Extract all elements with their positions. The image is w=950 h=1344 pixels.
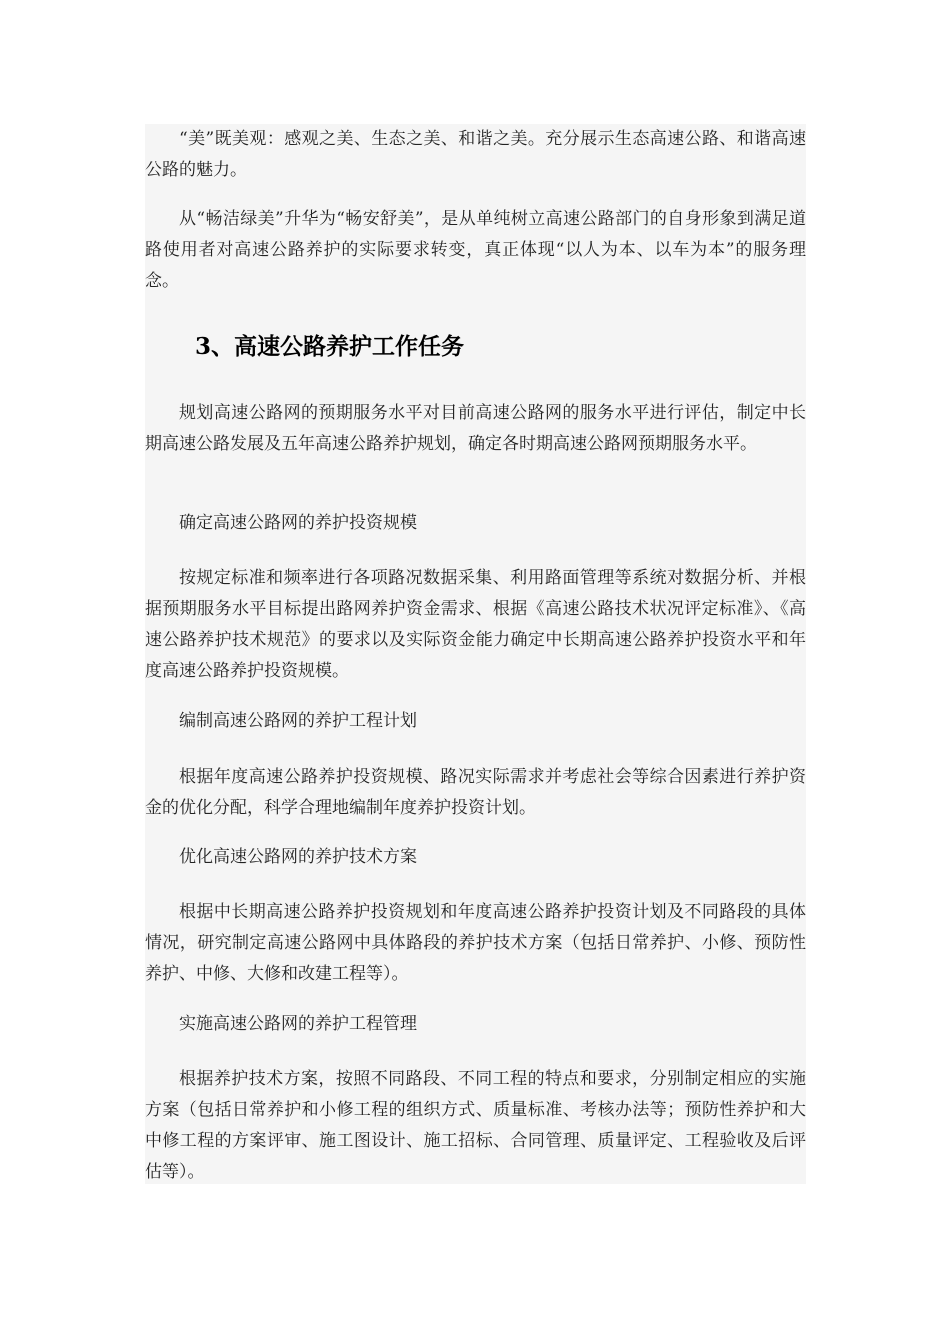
paragraph-technical-scheme: 根据中长期高速公路养护投资规划和年度高速公路养护投资计划及不同路段的具体情况，研究制定高速公路网中具体路段的养护技术方案（包括日常养护、小修、预防性养护、中修、大修和改建工程等）。	[145, 902, 806, 984]
subheading-engineering-plan: 编制高速公路网的养护工程计划	[179, 711, 417, 731]
paragraph-service-level-planning: 规划高速公路网的预期服务水平对目前高速公路网的服务水平进行评估，制定中长期高速公路发展及五年高速公路养护规划，确定各时期高速公路网预期服务水平。	[145, 403, 806, 454]
subheading-investment-scale: 确定高速公路网的养护投资规模	[179, 513, 417, 533]
paragraph-investment-scale: 按规定标准和频率进行各项路况数据采集、利用路面管理等系统对数据分析、并根据预期服务水平目标提出路网养护资金需求、根据《高速公路技术状况评定标准》、《高速公路养护技术规范》的要求以及实际资金能力确定中长期高速公路养护投资水平和年度高速公路养护投资规模。	[145, 568, 806, 681]
document-page	[145, 124, 806, 1184]
paragraph-mei-definition: “美”既美观：感观之美、生态之美、和谐之美。充分展示生态高速公路、和谐高速公路的魅力。	[145, 129, 806, 180]
paragraph-engineering-management: 根据养护技术方案，按照不同路段、不同工程的特点和要求，分别制定相应的实施方案（包括日常养护和小修工程的组织方式、质量标准、考核办法等；预防性养护和大中修工程的方案评审、施工图设计、施工招标、合同管理、质量评定、工程验收及后评估等）。	[145, 1069, 806, 1182]
subheading-technical-scheme: 优化高速公路网的养护技术方案	[179, 847, 417, 867]
paragraph-engineering-plan: 根据年度高速公路养护投资规模、路况实际需求并考虑社会等综合因素进行养护资金的优化分配，科学合理地编制年度养护投资计划。	[145, 767, 806, 818]
subheading-engineering-management: 实施高速公路网的养护工程管理	[179, 1014, 417, 1034]
paragraph-changanshumei: 从“畅洁绿美”升华为“畅安舒美”，是从单纯树立高速公路部门的自身形象到满足道路使用者对高速公路养护的实际要求转变，真正体现“以人为本、以车为本”的服务理念。	[145, 209, 806, 291]
section-heading: 3、高速公路养护工作任务	[195, 333, 465, 360]
